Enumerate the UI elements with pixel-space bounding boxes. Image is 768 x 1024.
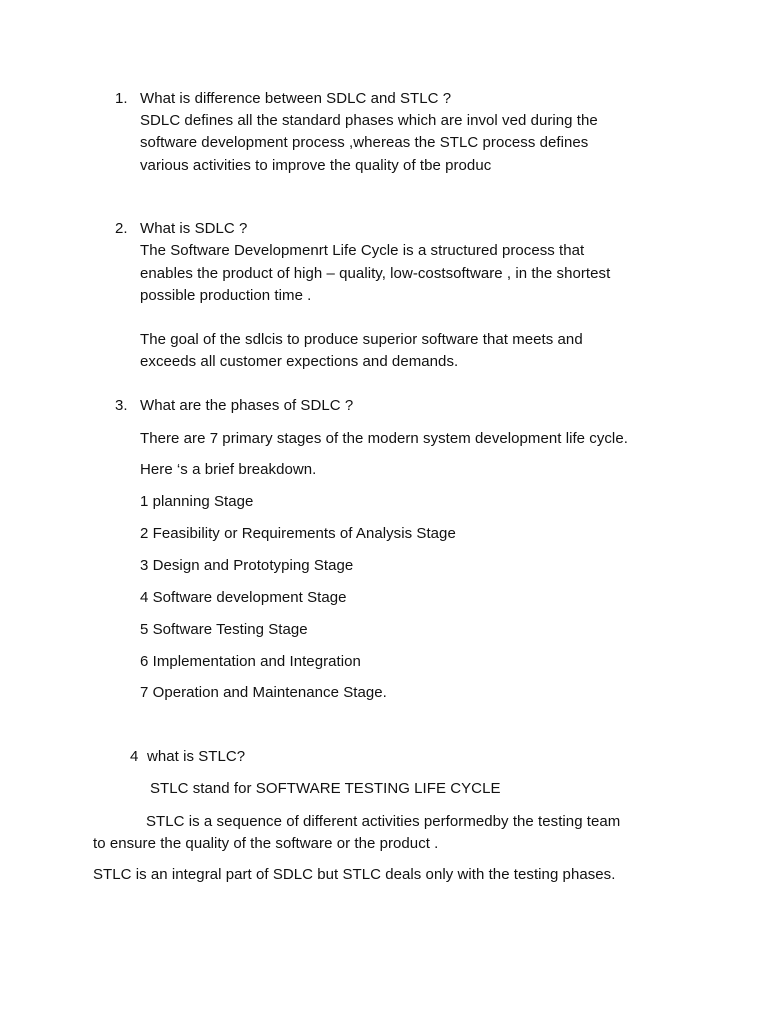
q4-question: what is STLC? <box>147 748 246 765</box>
q4-paragraph-line: to ensure the quality of the software or the product . <box>93 835 439 852</box>
q3-stage-item: 3 Design and Prototyping Stage <box>140 557 354 574</box>
q4-number: 4 <box>130 748 139 765</box>
q3-stage-item: 5 Software Testing Stage <box>140 621 308 638</box>
q1-question: What is difference between SDLC and STLC ? <box>140 90 452 107</box>
q1-answer-line: SDLC defines all the standard phases which are invol ved during the <box>140 112 598 129</box>
q2-goal-line: exceeds all customer expections and demands. <box>140 353 459 370</box>
q1-answer-line: software development process ,whereas the STLC process defines <box>140 134 589 151</box>
q3-stage-item: 1 planning Stage <box>140 493 254 510</box>
q3-breakdown: Here ‘s a brief breakdown. <box>140 461 317 478</box>
q4-paragraph-line: STLC is a sequence of different activities performedby the testing team <box>146 813 621 830</box>
q4-definition: STLC stand for SOFTWARE TESTING LIFE CYCLE <box>150 780 501 797</box>
q2-number: 2. <box>115 220 128 237</box>
q1-answer-line: various activities to improve the quality of tbe produc <box>140 157 492 174</box>
q3-stage-item: 7 Operation and Maintenance Stage. <box>140 684 387 701</box>
q3-stage-item: 2 Feasibility or Requirements of Analysis Stage <box>140 525 456 542</box>
q3-intro: There are 7 primary stages of the modern system development life cycle. <box>140 430 628 447</box>
q2-answer-line: possible production time . <box>140 287 312 304</box>
q2-answer-line: enables the product of high – quality, low-costsoftware , in the shortest <box>140 265 611 282</box>
q1-number: 1. <box>115 90 128 107</box>
q3-stage-item: 6 Implementation and Integration <box>140 653 361 670</box>
q3-question: What are the phases of SDLC ? <box>140 397 354 414</box>
q3-stage-item: 4 Software development Stage <box>140 589 347 606</box>
q3-number: 3. <box>115 397 128 414</box>
q2-question: What is SDLC ? <box>140 220 248 237</box>
q2-answer-line: The Software Developmenrt Life Cycle is a structured process that <box>140 242 585 259</box>
q2-goal-line: The goal of the sdlcis to produce superior software that meets and <box>140 331 583 348</box>
q4-closing: STLC is an integral part of SDLC but STLC deals only with the testing phases. <box>93 866 616 883</box>
